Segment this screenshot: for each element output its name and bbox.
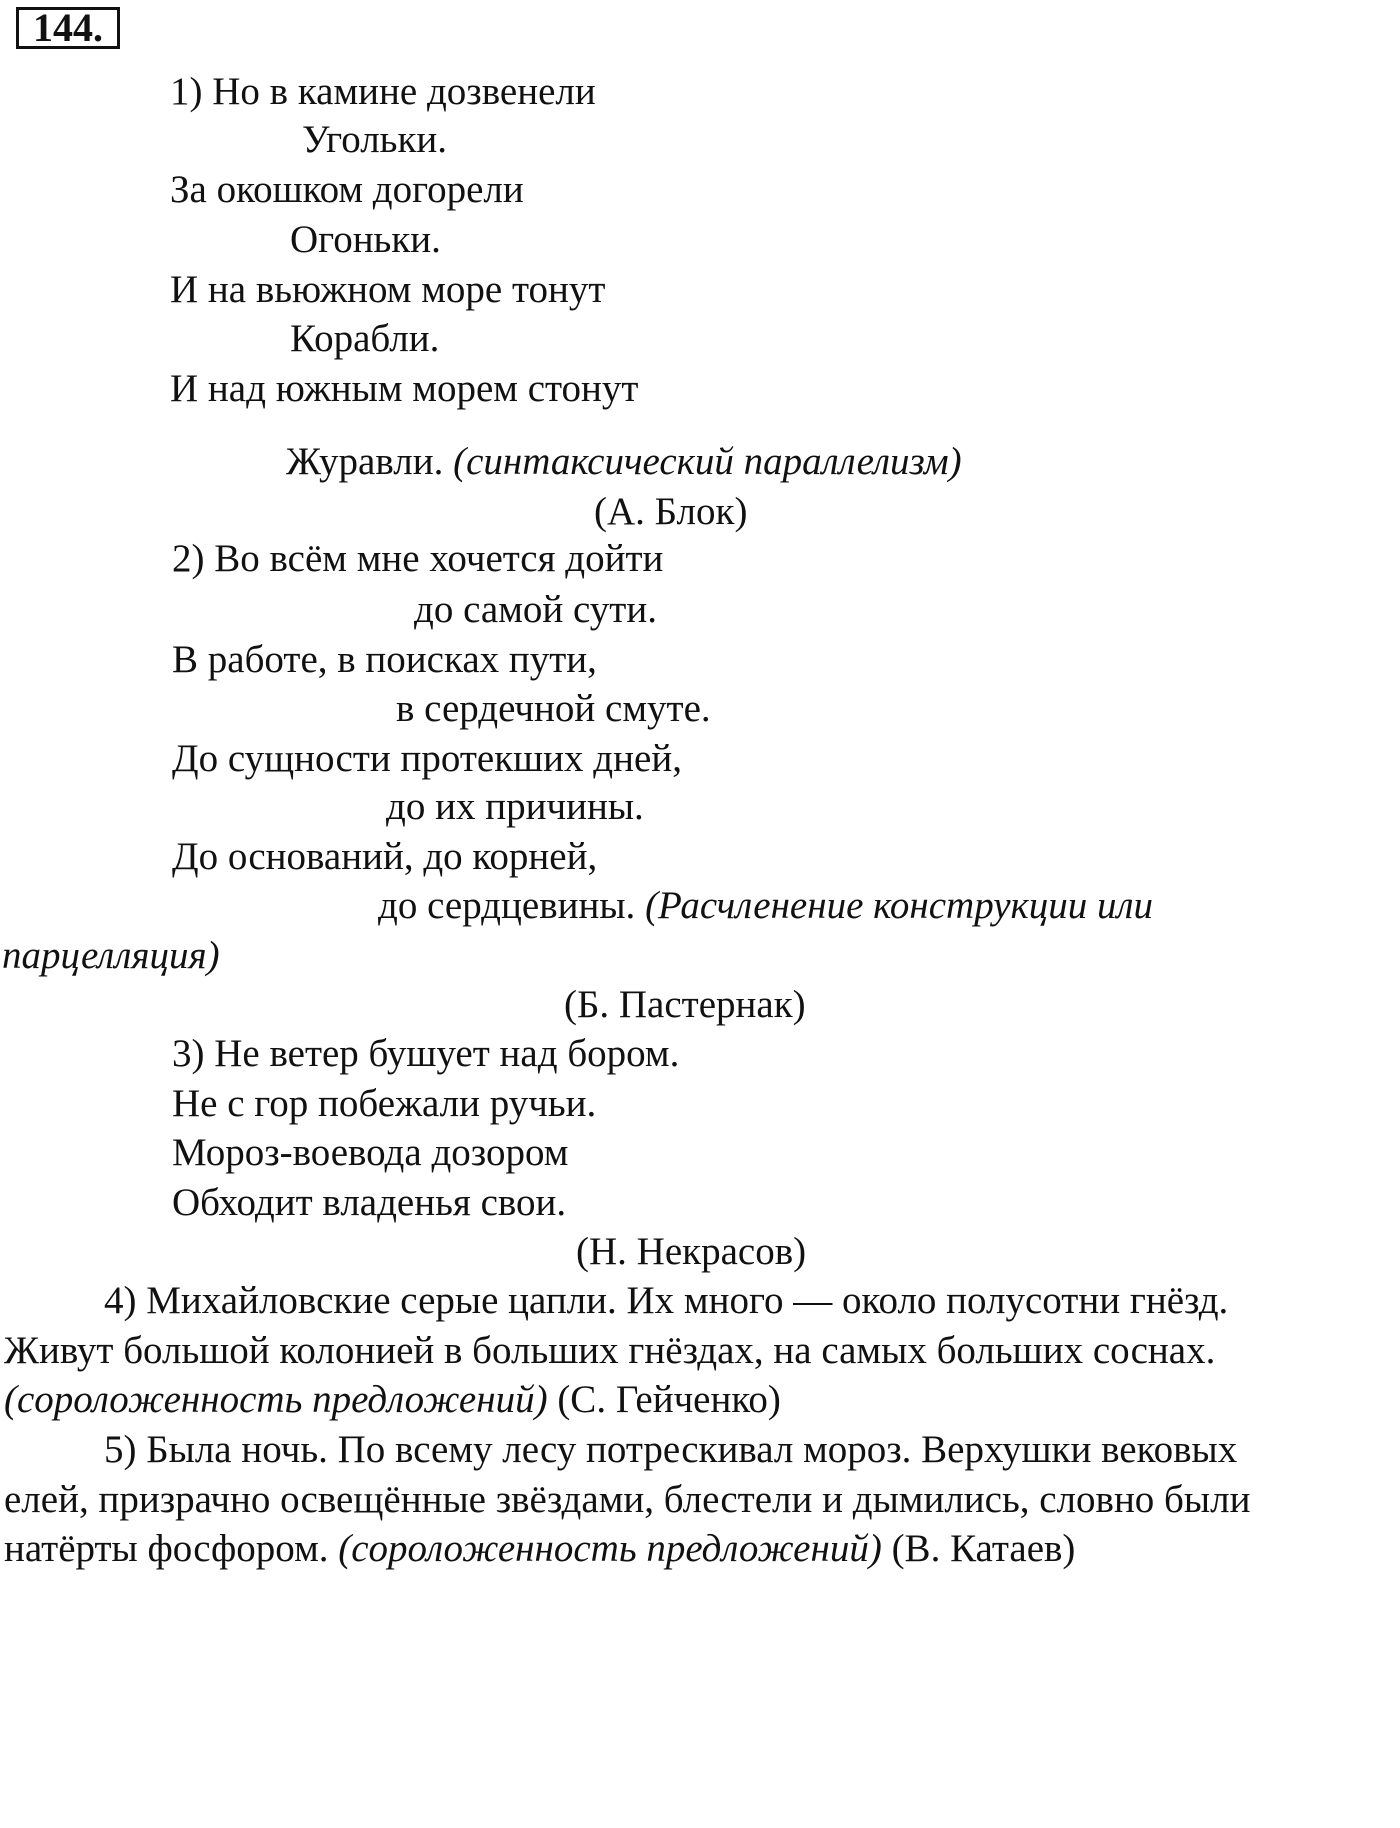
example-2-line-6: до их причины.: [386, 785, 644, 828]
example-3-line-3: Мороз-воевода дозором: [172, 1131, 569, 1174]
example-4-author: (С. Гейченко): [557, 1378, 781, 1421]
example-5-line-2: елей, призрачно освещённые звёздами, блестели и дымились, словно были: [4, 1478, 1251, 1521]
example-2-line-4: в сердечной смуте.: [396, 687, 711, 730]
example-2-line-8-text: до сердцевины.: [378, 884, 636, 927]
example-1-author: (А. Блок): [594, 490, 748, 533]
example-1-device-note: (синтаксический параллелизм): [453, 440, 962, 483]
example-2-line-8: [378, 886, 1153, 925]
example-2-author: (Б. Пастернак): [564, 983, 806, 1026]
example-5-line-3: [4, 1529, 1075, 1568]
example-3-line-2: Не с гор побежали ручьи.: [172, 1082, 597, 1125]
example-4-line-3: [4, 1380, 781, 1419]
example-1-line-5: И на вьюжном море тонут: [170, 268, 606, 311]
example-4-line-1: 4) Михайловские серые цапли. Их много — около полусотни гнёзд.: [104, 1279, 1229, 1322]
example-1-line-1: 1) Но в камине дозвенели: [170, 70, 596, 113]
example-5-author: (В. Катаев): [891, 1527, 1076, 1570]
example-1-line-2: Угольки.: [302, 118, 448, 161]
example-3-line-4: Обходит владенья свои.: [172, 1181, 567, 1224]
example-2-line-2: до самой сути.: [414, 588, 657, 631]
example-5-device-note: (сopоложенность предложений): [338, 1527, 882, 1570]
example-3-line-1: 3) Не ветер бушует над бором.: [172, 1032, 680, 1075]
example-4-device-note: (сopоложенность предложений): [4, 1378, 548, 1421]
example-2-device-note: (Расчленение конструкции или: [645, 884, 1154, 927]
example-2-device-note-continued: парцелляция): [2, 934, 220, 977]
example-2-line-7: До оснований, до корней,: [172, 835, 598, 878]
task-number-box: 144.: [16, 7, 120, 49]
example-4-line-2: Живут большой колонией в больших гнёздах, на самых больших соснах.: [4, 1329, 1216, 1372]
example-1-line-7: И над южным морем стонут: [170, 367, 639, 410]
example-1-line-3: За окошком догорели: [170, 168, 524, 211]
example-1-line-8: [286, 442, 962, 481]
example-2-line-5: До сущности протекших дней,: [172, 737, 682, 780]
example-5-line-3-text: натёрты фосфором.: [4, 1527, 329, 1570]
example-5-line-1: 5) Была ночь. По всему лесу потрескивал мороз. Верхушки вековых: [104, 1428, 1238, 1471]
example-1-line-6: Корабли.: [290, 317, 440, 360]
example-2-line-1: 2) Во всём мне хочется дойти: [172, 537, 664, 580]
example-1-line-8-text: Журавли.: [286, 440, 444, 483]
example-3-author: (Н. Некрасов): [576, 1230, 807, 1273]
example-2-line-3: В работе, в поисках пути,: [172, 638, 597, 681]
example-1-line-4: Огоньки.: [290, 218, 441, 261]
